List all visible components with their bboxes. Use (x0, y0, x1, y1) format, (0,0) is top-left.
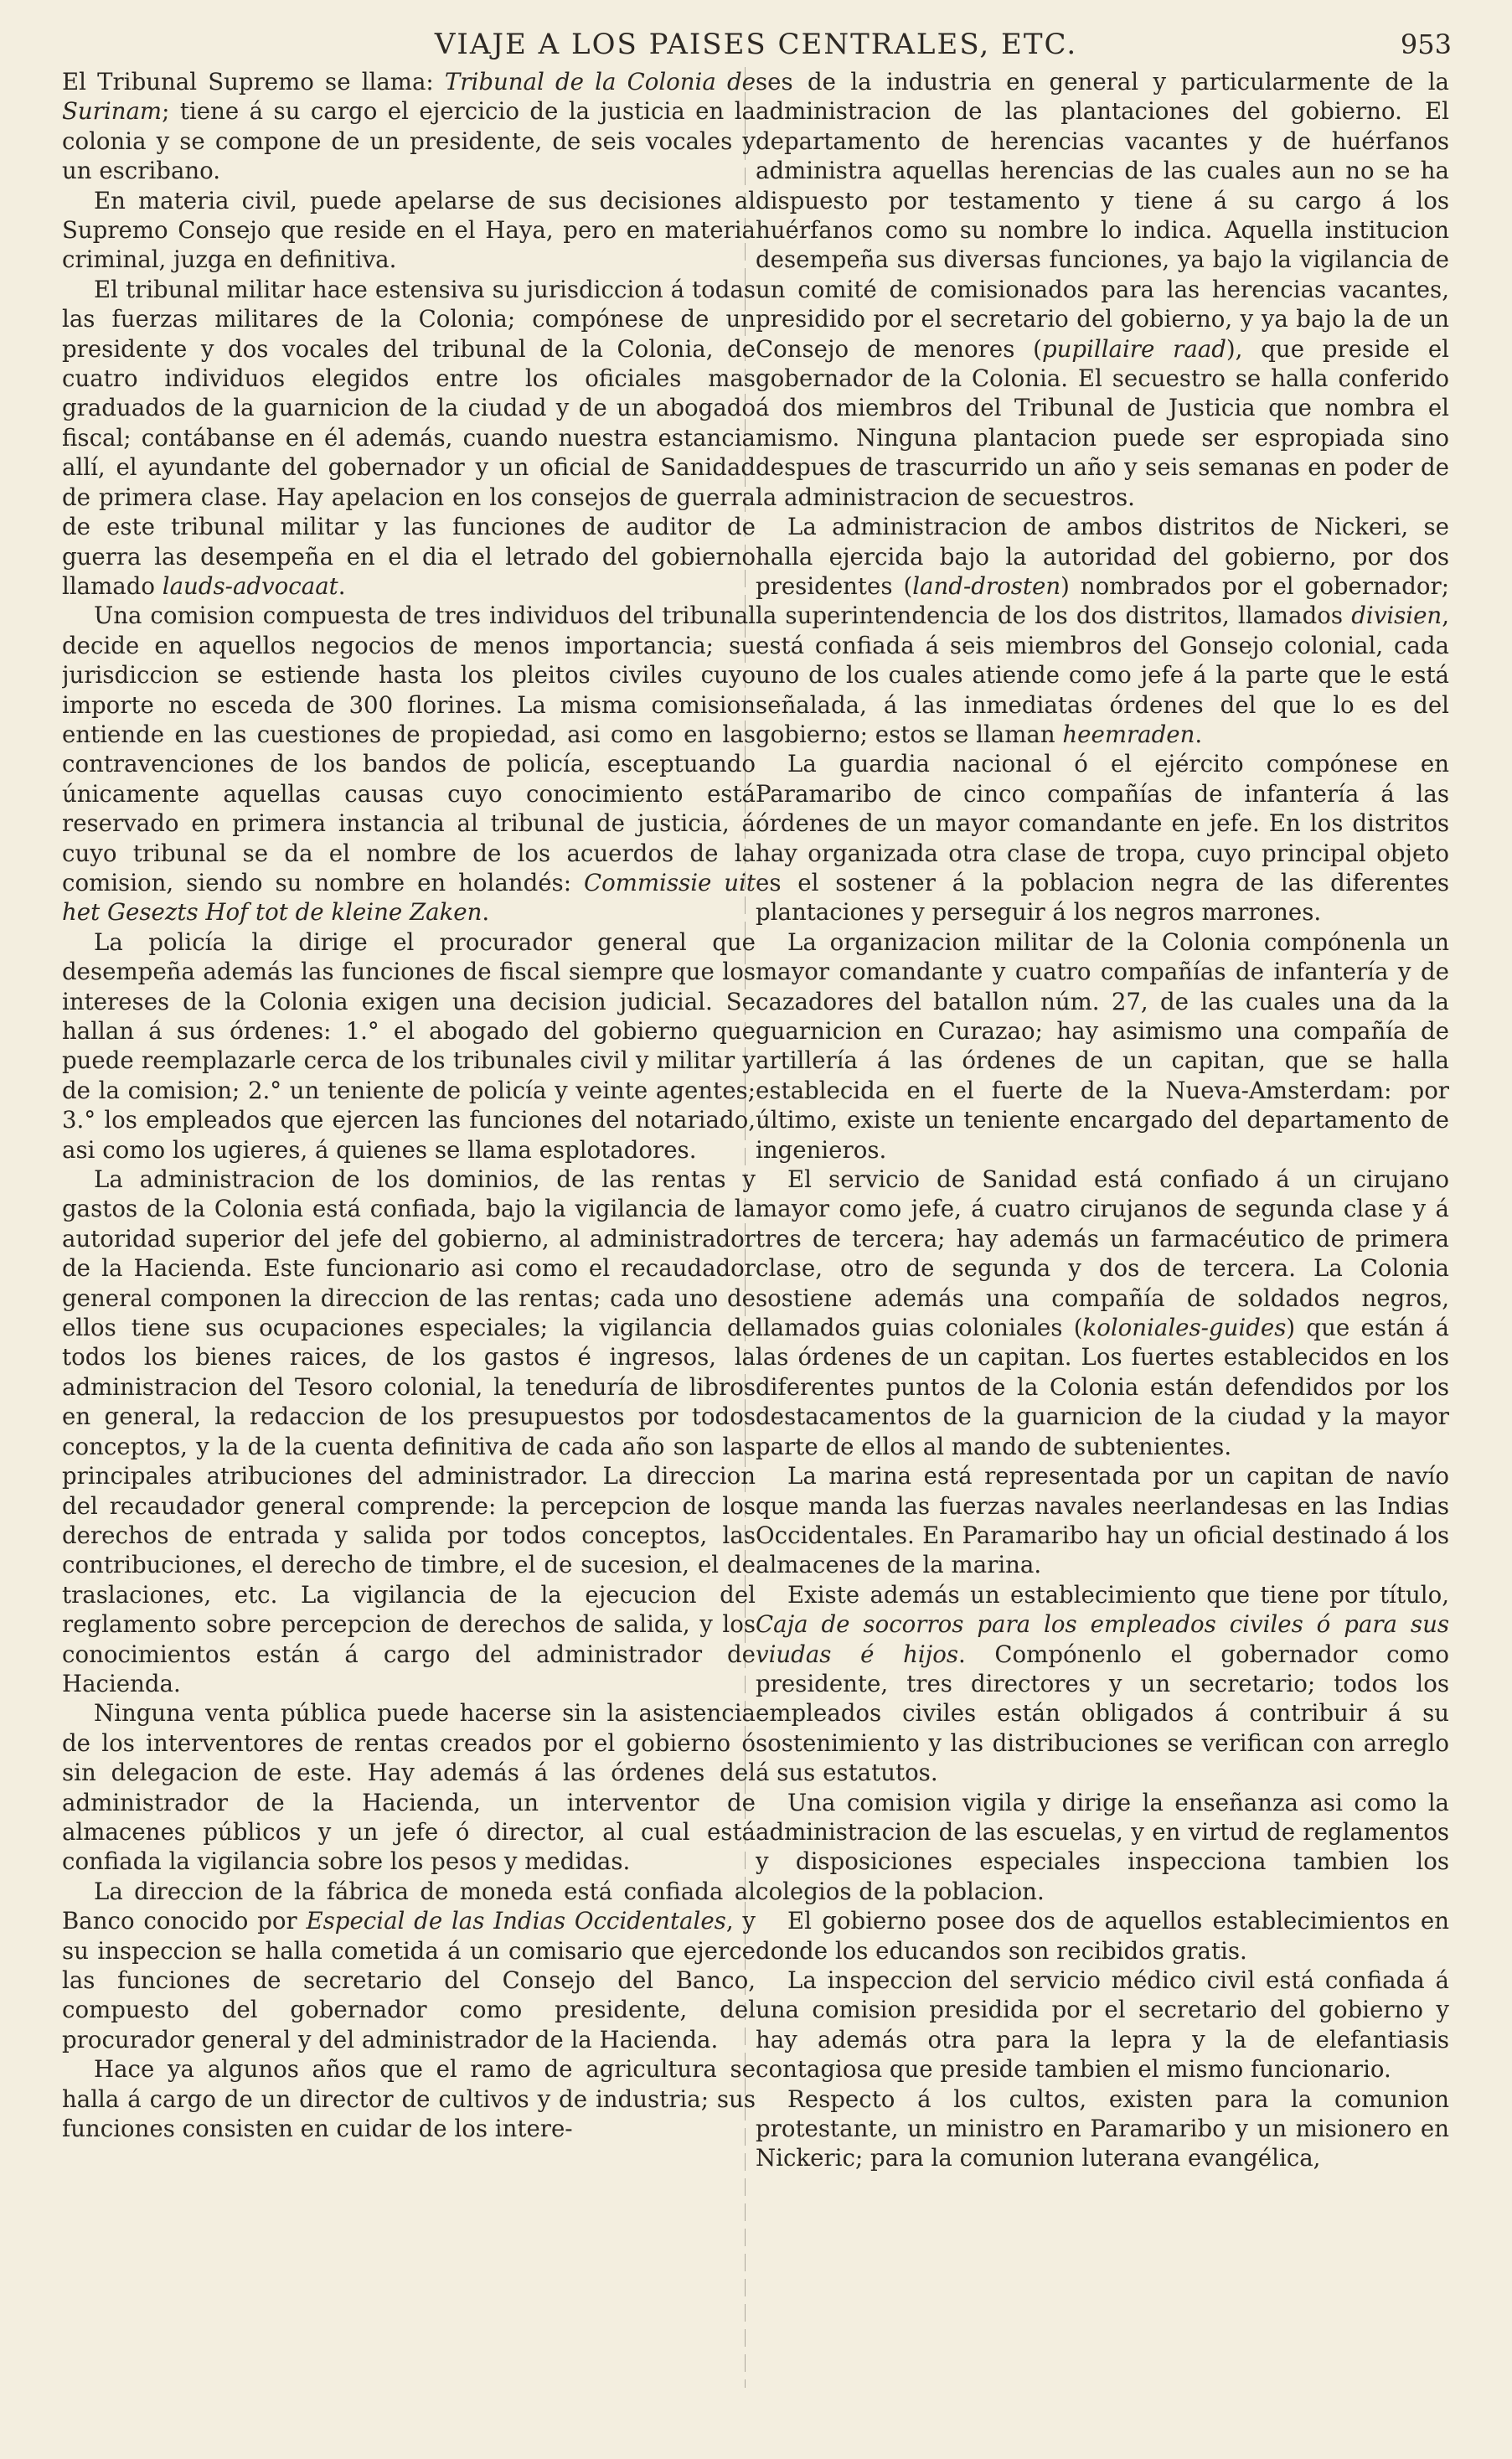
paragraph: La inspeccion del servicio médico civil está confiada á una comision presidida por el secretario del gobierno y hay además otra para la lepra y la de elefantiasis contagiosa que preside tambien el mismo funcionario. (756, 1966, 1449, 2084)
paragraph: Hace ya algunos años que el ramo de agricultura se halla á cargo de un director de cultivos y de industria; sus funciones consisten en cuidar de los intere- (62, 2055, 756, 2143)
paragraph: La policía la dirige el procurador general que desempeña además las funciones de fiscal siempre que los intereses de la Colonia exigen una decision judicial. Se hallan á sus órdenes: 1.° el abogado del gobierno que puede reemplazarle cerca de los tribunales civil y militar y de la comision; 2.° un teniente de policía y veinte agentes; 3.° los empleados que ejercen las funciones del notariado, asi como los ugieres, á quienes se llama esplotadores. (62, 927, 756, 1164)
paragraph: Una comision compuesta de tres individuos del tribunal decide en aquellos negocios de menos importancia; su jurisdiccion se estiende hasta los pleitos civiles cuyo importe no esceda de 300 florines. La misma comision entiende en las cuestiones de propiedad, asi como en las contravenciones de los bandos de policía, esceptuando únicamente aquellas causas cuyo conocimiento está reservado en primera instancia al tribunal de justicia, á cuyo tribunal se da el nombre de los acuerdos de la comision, siendo su nombre en holandés: Commissie uit het Gesezts Hof tot de kleine Zaken. (62, 602, 756, 927)
paragraph: El gobierno posee dos de aquellos establecimientos en donde los educandos son recibidos gratis. (756, 1907, 1449, 1965)
paragraph: La organizacion militar de la Colonia compónenla un mayor comandante y cuatro compañías de infantería y de cazadores del batallon núm. 27, de las cuales una da la guarnicion en Curazao; hay asimismo una compañía de artillería á las órdenes de un capitan, que se halla establecida en el fuerte de la Nueva-Amsterdam: por último, existe un teniente encargado del departamento de ingenieros. (756, 927, 1449, 1164)
right-column (756, 67, 1449, 2413)
paragraph: ses de la industria en general y particularmente de la administracion de las plantaciones del gobierno. El departamento de herencias vacantes y de huérfanos administra aquellas herencias de las cuales aun no se ha dispuesto por testamento y tiene á su cargo á los huérfanos como su nombre lo indica. Aquella institucion desempeña sus diversas funciones, ya bajo la vigilancia de un comité de comisionados para las herencias vacantes, presidido por el secretario del gobierno, y ya bajo la de un Consejo de menores (pupillaire raad), que preside el gobernador de la Colonia. El secuestro se halla conferido á dos miembros del Tribunal de Justicia que nombra el mismo. Ninguna plantacion puede ser espropiada sino despues de trascurrido un año y seis semanas en poder de la administracion de secuestros. (756, 68, 1449, 511)
paragraph: El tribunal militar hace estensiva su jurisdiccion á todas las fuerzas militares de la Colonia; compónese de un presidente y dos vocales del tribunal de la Colonia, de cuatro individuos elegidos entre los oficiales mas graduados de la guarnicion de la ciudad y de un abogado fiscal; contábanse en él además, cuando nuestra estancia allí, el ayundante del gobernador y un oficial de Sanidad de primera clase. Hay apelacion en los consejos de guerra de este tribunal militar y las funciones de auditor de guerra las desempeña en el dia el letrado del gobierno llamado lauds-advocaat. (62, 275, 756, 600)
paragraph: La administracion de los dominios, de las rentas y gastos de la Colonia está confiada, bajo la vigilancia de la autoridad superior del jefe del gobierno, al administrador de la Hacienda. Este funcionario asi como el recaudador general componen la direccion de las rentas; cada uno de ellos tiene sus ocupaciones especiales; la vigilancia de todos los bienes raices, de los gastos é ingresos, la administracion del Tesoro colonial, la teneduría de libros en general, la redaccion de los presupuestos por todos conceptos, y la de la cuenta definitiva de cada año son las principales atribuciones del administrador. La direccion del recaudador general comprende: la percepcion de los derechos de entrada y salida por todos conceptos, las contribuciones, el derecho de timbre, el de sucesion, el de traslaciones, etc. La vigilancia de la ejecucion del reglamento sobre percepcion de derechos de salida, y los conocimientos están á cargo del administrador de Hacienda. (62, 1165, 756, 1697)
column-divider (745, 67, 746, 2388)
paragraph: Ninguna venta pública puede hacerse sin la asistencia de los interventores de rentas creados por el gobierno ó sin delegacion de este. Hay además á las órdenes del administrador de la Hacienda, un interventor de almacenes públicos y un jefe ó director, al cual está confiada la vigilancia sobre los pesos y medidas. (62, 1699, 756, 1876)
paragraph: La marina está representada por un capitan de navío que manda las fuerzas navales neerlandesas en las Indias Occidentales. En Paramaribo hay un oficial destinado á los almacenes de la marina. (756, 1462, 1449, 1579)
left-column (62, 67, 756, 2413)
paragraph: El Tribunal Supremo se llama: Tribunal de la Colonia de Surinam; tiene á su cargo el ejercicio de la justicia en la colonia y se compone de un presidente, de seis vocales y un escribano. (62, 68, 756, 185)
page-number: 953 (1400, 28, 1452, 60)
paragraph: La guardia nacional ó el ejército compónese en Paramaribo de cinco compañías de infantería á las órdenes de un mayor comandante en jefe. En los distritos hay organizada otra clase de tropa, cuyo principal objeto es el sostener á la poblacion negra de las diferentes plantaciones y perseguir á los negros marrones. (756, 750, 1449, 927)
paragraph: El servicio de Sanidad está confiado á un cirujano mayor como jefe, á cuatro cirujanos de segunda clase y á tres de tercera; hay además un farmacéutico de primera clase, otro de segunda y dos de tercera. La Colonia sostiene además una compañía de soldados negros, llamados guias coloniales (koloniales-guides) que están á las órdenes de un capitan. Los fuertes establecidos en los diferentes puntos de la Colonia están defendidos por los destacamentos de la guarnicion de la ciudad y la mayor parte de ellos al mando de subtenientes. (756, 1165, 1449, 1460)
paragraph: Existe además un establecimiento que tiene por título, Caja de socorros para los empleados civiles ó para sus viudas é hijos. Compónenlo el gobernador como presidente, tres directores y un secretario; todos los empleados civiles están obligados á contribuir á su sostenimiento y las distribuciones se verifican con arreglo á sus estatutos. (756, 1580, 1449, 1787)
paragraph: La direccion de la fábrica de moneda está confiada al Banco conocido por Especial de las Indias Occidentales, y su inspeccion se halla cometida á un comisario que ejerce las funciones de secretario del Consejo del Banco, compuesto del gobernador como presidente, del procurador general y del administrador de la Hacienda. (62, 1877, 756, 2053)
page-header (50, 25, 1462, 64)
paragraph: La administracion de ambos distritos de Nickeri, se halla ejercida bajo la autoridad del gobierno, por dos presidentes (land-drosten) nombrados por el gobernador; la superintendencia de los dos distritos, llamados divisien, está confiada á seis miembros del Gonsejo colonial, cada uno de los cuales atiende como jefe á la parte que le está señalada, á las inmediatas órdenes del que lo es del gobierno; estos se llaman heemraden. (756, 513, 1449, 748)
paragraph: Una comision vigila y dirige la enseñanza asi como la administracion de las escuelas, y en virtud de reglamentos y disposiciones especiales inspecciona tambien los colegios de la poblacion. (756, 1788, 1449, 1905)
paragraph: En materia civil, puede apelarse de sus decisiones al Supremo Consejo que reside en el Haya, pero en materia criminal, juzga en definitiva. (62, 186, 756, 274)
running-title: VIAJE A LOS PAISES CENTRALES, ETC. (434, 28, 1078, 61)
paragraph: Respecto á los cultos, existen para la comunion protestante, un ministro en Paramaribo y un misionero en Nickeric; para la comunion luterana evangélica, (756, 2084, 1449, 2172)
